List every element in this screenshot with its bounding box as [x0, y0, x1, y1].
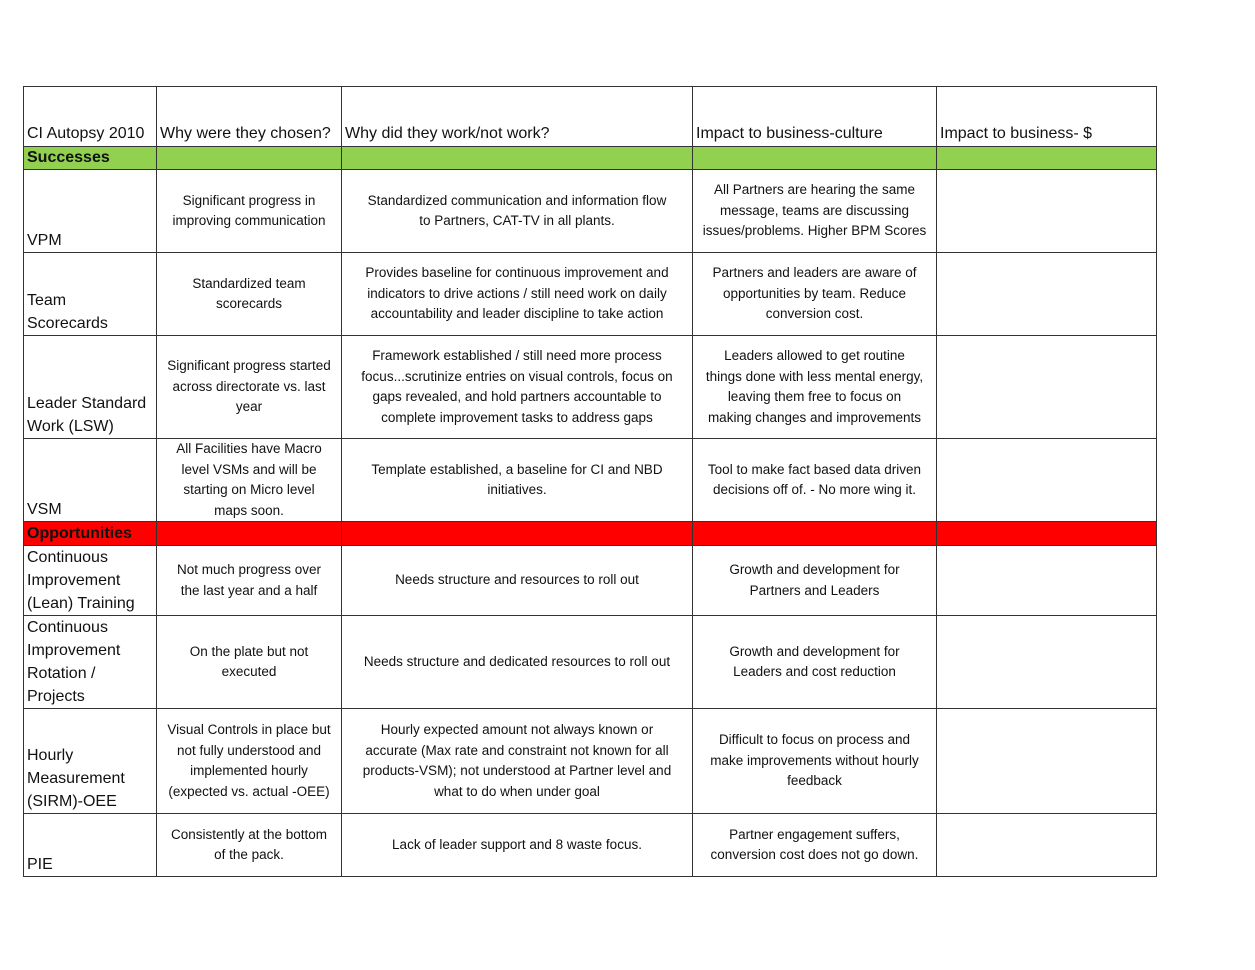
dollar-impact-cell: [937, 814, 1157, 877]
why-chosen-cell: On the plate but not executed: [157, 616, 342, 709]
table-row: [24, 546, 1157, 616]
section-band-cell: [342, 522, 693, 546]
item-name: VPM: [24, 170, 157, 253]
why-work-cell: Provides baseline for continuous improvement and indicators to drive actions / still need work on daily accountability and leader discipline to take action: [342, 253, 693, 336]
why-chosen-cell: All Facilities have Macro level VSMs and will be starting on Micro level maps soon.: [157, 439, 342, 522]
section-label: Successes: [24, 147, 157, 170]
table-row: [24, 709, 1157, 814]
dollar-impact-cell: [937, 253, 1157, 336]
header-cell: CI Autopsy 2010: [24, 87, 157, 147]
why-chosen-cell: Visual Controls in place but not fully understood and implemented hourly (expected vs. actual -OEE): [157, 709, 342, 814]
why-chosen-cell: Standardized team scorecards: [157, 253, 342, 336]
dollar-impact-cell: [937, 709, 1157, 814]
table-row: [24, 253, 1157, 336]
culture-impact-cell: All Partners are hearing the same message, teams are discussing issues/problems. Higher BPM Scores: [693, 170, 937, 253]
section-row-successes: [24, 147, 1157, 170]
culture-impact-cell: Growth and development for Leaders and cost reduction: [693, 616, 937, 709]
table-row: [24, 439, 1157, 522]
culture-impact-cell: Partners and leaders are aware of opportunities by team. Reduce conversion cost.: [693, 253, 937, 336]
why-work-cell: Framework established / still need more process focus...scrutinize entries on visual controls, focus on gaps revealed, and hold partners accountable to complete improvement tasks to address gaps: [342, 336, 693, 439]
item-name: Hourly Measurement (SIRM)-OEE: [24, 709, 157, 814]
section-row-opportunities: [24, 522, 1157, 546]
table-row: [24, 336, 1157, 439]
header-cell: Impact to business-culture: [693, 87, 937, 147]
why-work-cell: Hourly expected amount not always known or accurate (Max rate and constraint not known for all products-VSM); not understood at Partner level and what to do when under goal: [342, 709, 693, 814]
dollar-impact-cell: [937, 170, 1157, 253]
item-name: Continuous Improvement Rotation / Projects: [24, 616, 157, 709]
table-row: [24, 616, 1157, 709]
why-work-cell: Needs structure and dedicated resources to roll out: [342, 616, 693, 709]
culture-impact-cell: Tool to make fact based data driven decisions off of. - No more wing it.: [693, 439, 937, 522]
why-chosen-cell: Not much progress over the last year and a half: [157, 546, 342, 616]
ci-autopsy-table: [23, 86, 1157, 877]
why-work-cell: Lack of leader support and 8 waste focus.: [342, 814, 693, 877]
why-work-cell: Standardized communication and information flow to Partners, CAT-TV in all plants.: [342, 170, 693, 253]
table-row: [24, 814, 1157, 877]
item-name: PIE: [24, 814, 157, 877]
section-band-cell: [157, 147, 342, 170]
item-name: Team Scorecards: [24, 253, 157, 336]
header-row: [24, 87, 1157, 147]
header-cell: Why did they work/not work?: [342, 87, 693, 147]
section-band-cell: [342, 147, 693, 170]
culture-impact-cell: Growth and development for Partners and Leaders: [693, 546, 937, 616]
dollar-impact-cell: [937, 336, 1157, 439]
item-name: Continuous Improvement (Lean) Training: [24, 546, 157, 616]
why-chosen-cell: Significant progress in improving communication: [157, 170, 342, 253]
why-chosen-cell: Significant progress started across directorate vs. last year: [157, 336, 342, 439]
why-work-cell: Needs structure and resources to roll out: [342, 546, 693, 616]
culture-impact-cell: Difficult to focus on process and make improvements without hourly feedback: [693, 709, 937, 814]
why-chosen-cell: Consistently at the bottom of the pack.: [157, 814, 342, 877]
item-name: Leader Standard Work (LSW): [24, 336, 157, 439]
section-band-cell: [937, 522, 1157, 546]
section-band-cell: [937, 147, 1157, 170]
section-band-cell: [157, 522, 342, 546]
culture-impact-cell: Partner engagement suffers, conversion cost does not go down.: [693, 814, 937, 877]
dollar-impact-cell: [937, 546, 1157, 616]
dollar-impact-cell: [937, 439, 1157, 522]
dollar-impact-cell: [937, 616, 1157, 709]
table-row: [24, 170, 1157, 253]
section-band-cell: [693, 147, 937, 170]
header-cell: Impact to business- $: [937, 87, 1157, 147]
header-cell: Why were they chosen?: [157, 87, 342, 147]
item-name: VSM: [24, 439, 157, 522]
section-band-cell: [693, 522, 937, 546]
section-label: Opportunities: [24, 522, 157, 546]
why-work-cell: Template established, a baseline for CI and NBD initiatives.: [342, 439, 693, 522]
culture-impact-cell: Leaders allowed to get routine things done with less mental energy, leaving them free to focus on making changes and improvements: [693, 336, 937, 439]
